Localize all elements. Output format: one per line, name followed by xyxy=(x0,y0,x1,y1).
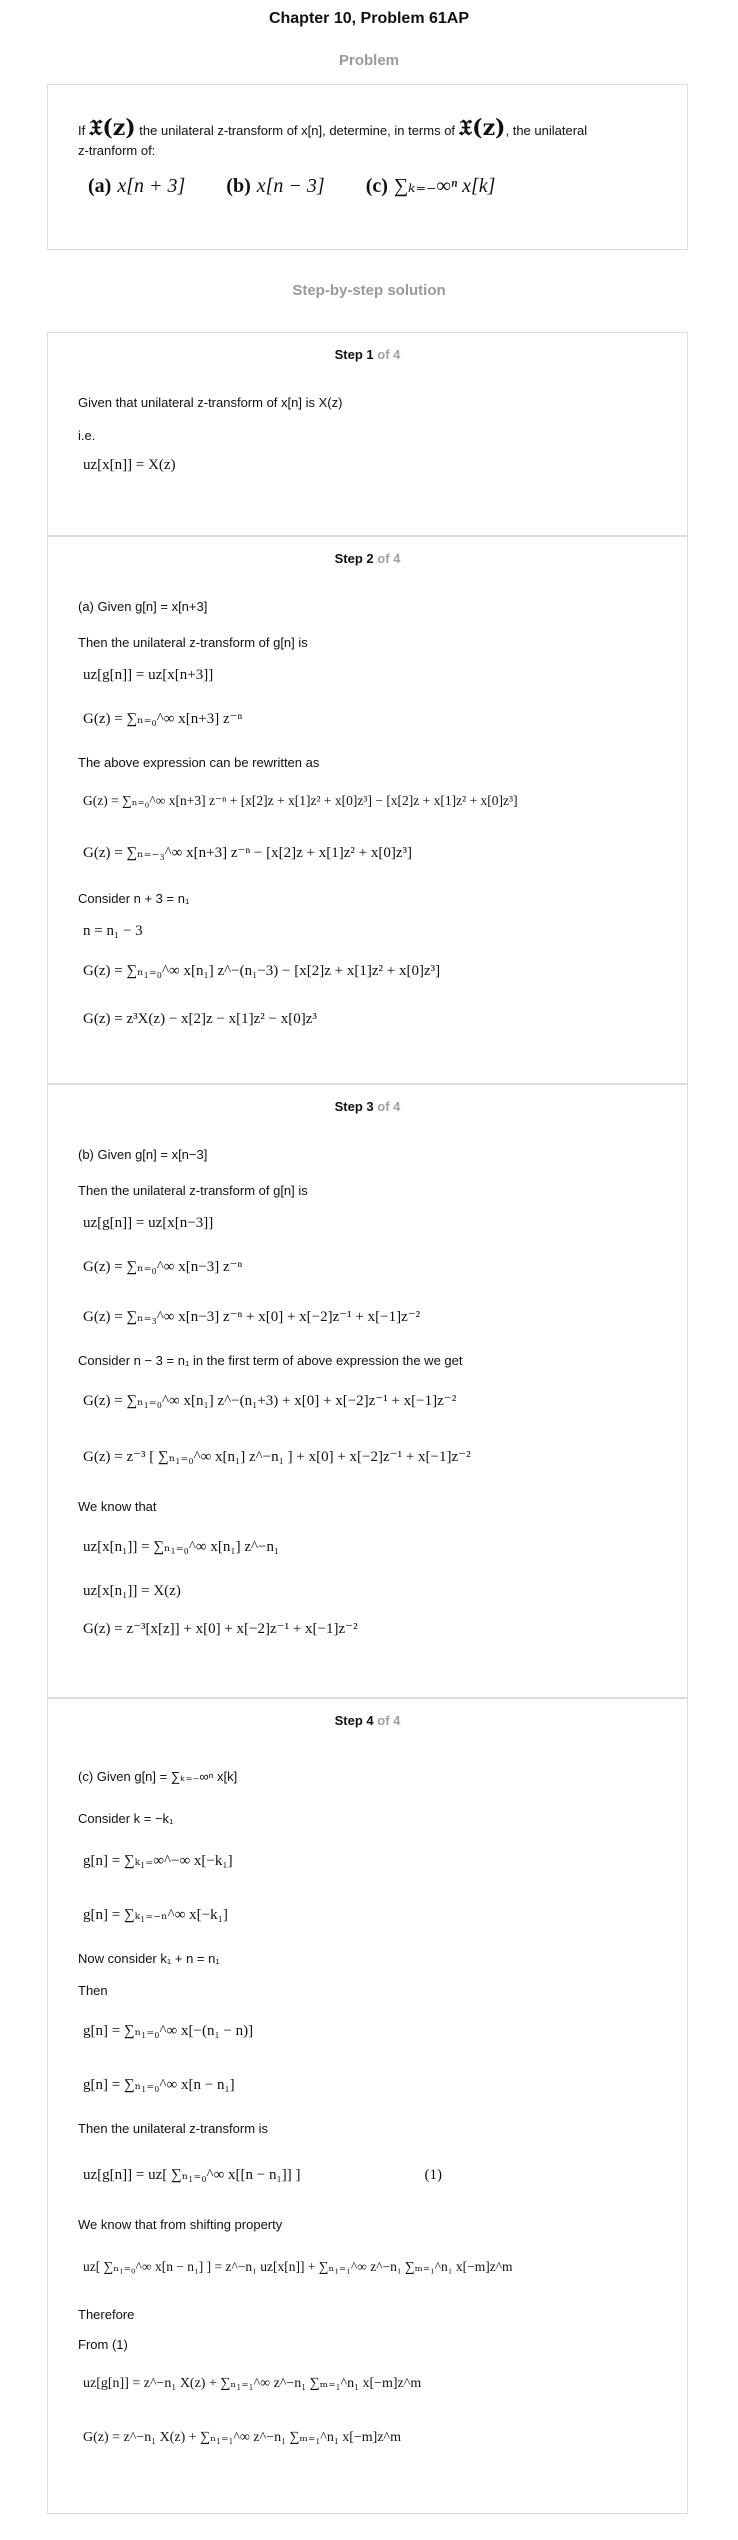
step-3-equation: uz[g[n]] = uz[x[n−3]] xyxy=(83,1215,214,1231)
step-4-line: Now consider k₁ + n = n₁ xyxy=(78,1951,220,1966)
step-3-line: Then the unilateral z-transform of g[n] is xyxy=(78,1183,308,1198)
step-1-line: i.e. xyxy=(78,428,96,443)
step-3-equation: G(z) = ∑ₙ₁₌₀^∞ x[n₁] z^−(n₁+3) + x[0] + x[−2]z⁻¹ + x[−1]z⁻² xyxy=(83,1393,457,1409)
part-b: (b) x[n − 3] xyxy=(226,175,325,197)
step-4-line: Consider k = −k₁ xyxy=(78,1811,174,1826)
step-2-equation: G(z) = ∑ₙ₁₌₀^∞ x[n₁] z^−(n₁−3) − [x[2]z + x[1]z² + x[0]z³] xyxy=(83,963,441,979)
step-4-equation: uz[g[n]] = z^−n₁ X(z) + ∑ₙ₁₌₁^∞ z^−n₁ ∑ₘ₌₁^n₁ x[−m]z^m xyxy=(83,2376,422,2391)
step-3-equation: uz[x[n₁]] = ∑ₙ₁₌₀^∞ x[n₁] z^−n₁ xyxy=(83,1539,280,1555)
page-title: Chapter 10, Problem 61AP xyxy=(268,10,470,27)
step-2-box xyxy=(47,536,688,1084)
step-2-line: Then the unilateral z-transform of g[n] is xyxy=(78,635,308,650)
step-4-line: From (1) xyxy=(78,2337,128,2352)
problem-box xyxy=(47,84,688,250)
step-4-heading: Step 4 of 4 xyxy=(334,1713,401,1728)
step-3-line: Consider n − 3 = n₁ in the first term of above expression the we get xyxy=(78,1353,463,1368)
part-a: (a) x[n + 3] xyxy=(88,175,186,197)
step-2-line: Consider n + 3 = n₁ xyxy=(78,891,190,906)
step-3-heading: Step 3 of 4 xyxy=(334,1099,401,1114)
step-4-line: We know that from shifting property xyxy=(78,2217,283,2232)
step-3-equation: uz[x[n₁]] = X(z) xyxy=(83,1583,181,1599)
step-1-heading: Step 1 of 4 xyxy=(334,347,401,362)
step-3-line: (b) Given g[n] = x[n−3] xyxy=(78,1147,208,1162)
step-3-equation: G(z) = z⁻³ [ ∑ₙ₁₌₀^∞ x[n₁] z^−n₁ ] + x[0] + x[−2]z⁻¹ + x[−1]z⁻² xyxy=(83,1449,471,1465)
step-4-equation: g[n] = ∑ₖ₁₌₋ₙ^∞ x[−k₁] xyxy=(83,1907,228,1923)
step-2-equation: n = n₁ − 3 xyxy=(83,923,143,939)
problem-parts xyxy=(88,173,531,198)
step-3-box xyxy=(47,1084,688,1698)
solution-label: Step-by-step solution xyxy=(292,282,446,299)
problem-label: Problem xyxy=(338,52,399,69)
step-2-equation: G(z) = z³X(z) − x[2]z − x[1]z² − x[0]z³ xyxy=(83,1011,317,1027)
step-4-line: Therefore xyxy=(78,2307,135,2322)
step-4-equation: G(z) = z^−n₁ X(z) + ∑ₙ₁₌₁^∞ z^−n₁ ∑ₘ₌₁^n₁ x[−m]z^m xyxy=(83,2430,402,2445)
part-c: (c) ∑ₖ₌₋∞ⁿ x[k] xyxy=(365,175,496,197)
x-transform-symbol-2: 𝔛(z) xyxy=(458,115,506,141)
step-4-line: Then xyxy=(78,1983,108,1998)
problem-text-line2: z-tranform of: xyxy=(78,143,156,158)
step-2-equation: uz[g[n]] = uz[x[n+3]] xyxy=(83,667,214,683)
step-1-equation: uz[x[n]] = X(z) xyxy=(83,457,176,473)
step-2-line: (a) Given g[n] = x[n+3] xyxy=(78,599,208,614)
equation-number: (1) xyxy=(424,2167,442,2183)
step-3-equation: G(z) = ∑ₙ₌₃^∞ x[n−3] z⁻ⁿ + x[0] + x[−2]z⁻¹ + x[−1]z⁻² xyxy=(83,1309,421,1325)
step-4-equation: g[n] = ∑ₖ₁₌∞^−∞ x[−k₁] xyxy=(83,1853,233,1869)
step-3-equation: G(z) = ∑ₙ₌₀^∞ x[n−3] z⁻ⁿ xyxy=(83,1259,243,1275)
step-2-equation: G(z) = ∑ₙ₌₋₃^∞ x[n+3] z⁻ⁿ − [x[2]z + x[1]z² + x[0]z³] xyxy=(83,845,412,861)
step-1-line: Given that unilateral z-transform of x[n] is X(z) xyxy=(78,395,343,410)
step-3-equation: G(z) = z⁻³[x[z]] + x[0] + x[−2]z⁻¹ + x[−1]z⁻² xyxy=(83,1621,358,1637)
x-transform-symbol: 𝔛(z) xyxy=(88,115,136,141)
step-2-equation: G(z) = ∑ₙ₌₀^∞ x[n+3] z⁻ⁿ + [x[2]z + x[1]z² + x[0]z³] − [x[2]z + x[1]z² + x[0]z³] xyxy=(83,793,518,808)
step-4-line: (c) Given g[n] = ∑ₖ₌₋∞ⁿ x[k] xyxy=(78,1769,238,1784)
step-4-equation: g[n] = ∑ₙ₁₌₀^∞ x[n − n₁] xyxy=(83,2077,235,2093)
step-2-line: The above expression can be rewritten as xyxy=(78,755,320,770)
step-1-box xyxy=(47,332,688,536)
problem-text-line1: If 𝔛(z) the unilateral z-transform of x[n], determine, in terms of 𝔛(z), the unilateral xyxy=(78,115,588,141)
step-2-heading: Step 2 of 4 xyxy=(334,551,401,566)
step-2-equation: G(z) = ∑ₙ₌₀^∞ x[n+3] z⁻ⁿ xyxy=(83,711,243,727)
step-3-line: We know that xyxy=(78,1499,157,1514)
step-4-equation: uz[ ∑ₙ₁₌₀^∞ x[n − n₁] ] = z^−n₁ uz[x[n]] + ∑ₙ₁₌₁^∞ z^−n₁ ∑ₘ₌₁^n₁ x[−m]z^m xyxy=(83,2259,513,2274)
step-4-equation: uz[g[n]] = uz[ ∑ₙ₁₌₀^∞ x[[n − n₁]] ] xyxy=(83,2167,301,2183)
step-4-box xyxy=(47,1698,688,2514)
step-4-equation: g[n] = ∑ₙ₁₌₀^∞ x[−(n₁ − n)] xyxy=(83,2023,254,2039)
step-4-line: Then the unilateral z-transform is xyxy=(78,2121,269,2136)
